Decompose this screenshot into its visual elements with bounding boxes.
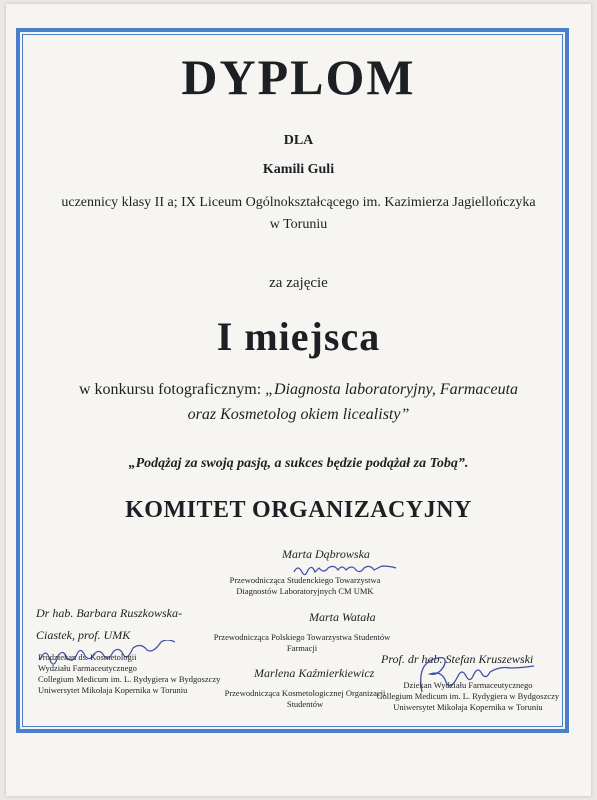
signatory-ruszkowska-role-4: Uniwersytet Mikołaja Kopernika w Toruniu [38, 685, 188, 695]
school-line-2: w Toruniu [269, 217, 328, 232]
signatory-ruszkowska-role-3: Collegium Medicum im. L. Rydygiera w Bydgoszczy [38, 674, 221, 684]
recipient-name: Kamili Guli [262, 162, 335, 177]
signatory-ruszkowska-role-1: Prodziekan ds. Kosmetologii [38, 652, 137, 662]
signatory-watala-name: Marta Watała [309, 610, 376, 624]
signatory-watala-role-2: Farmacji [286, 643, 318, 653]
award-intro: za zajęcie [269, 275, 328, 291]
signatory-dabrowska-name: Marta Dąbrowska [282, 547, 370, 561]
signatory-kazmierkiewicz-role-1: Przewodnicząca Kosmetologicznej Organizacji [224, 688, 386, 698]
contest-prefix: w konkursu fotograficznym: [78, 381, 266, 398]
signatory-kruszewski-name: Prof. dr hab. Stefan Kruszewski [381, 652, 534, 666]
signatory-ruszkowska-name-1: Dr hab. Barbara Ruszkowska- [36, 606, 182, 620]
contest-line-1 [0, 381, 597, 399]
signatory-kazmierkiewicz-role-2: Studentów [286, 699, 324, 709]
signatory-dabrowska-role-2: Diagnostów Laboratoryjnych CM UMK [236, 586, 374, 596]
award-place: I miejsca [216, 314, 381, 359]
signatory-kruszewski-role-1: Dziekan Wydziału Farmaceutycznego [403, 680, 533, 690]
signatory-kruszewski-role-2: Collegium Medicum im. L. Rydygiera w Bydgoszczy [376, 691, 560, 701]
signatory-ruszkowska-name-2: Ciastek, prof. UMK [36, 628, 131, 642]
signatory-watala-role-1: Przewodnicząca Polskiego Towarzystwa Studentów [213, 632, 391, 642]
signatory-dabrowska-role-1: Przewodnicząca Studenckiego Towarzystwa [229, 575, 381, 585]
signatory-dabrowska-role [200, 575, 410, 597]
signatory-kruszewski-role-3: Uniwersytet Mikołaja Kopernika w Toruniu [393, 702, 543, 712]
school-line-1: uczennicy klasy II a; IX Liceum Ogólnokształcącego im. Kazimierza Jagiellończyka [61, 195, 536, 210]
contest-title-part-1: „Diagnosta laboratoryjny, Farmaceuta [265, 381, 519, 398]
contest-title-part-2: oraz Kosmetolog okiem licealisty” [187, 406, 410, 423]
signatory-ruszkowska-role [38, 652, 220, 696]
committee-heading: KOMITET ORGANIZACYJNY [125, 497, 472, 523]
for-label: DLA [283, 133, 314, 148]
signatory-kazmierkiewicz-name: Marlena Kaźmierkiewicz [254, 666, 375, 680]
signatory-ruszkowska-role-2: Wydziału Farmaceutycznego [38, 663, 137, 673]
motto: „Podążaj za swoją pasją, a sukces będzie podążał za Tobą”. [128, 456, 469, 471]
signatory-watala-role [197, 632, 407, 654]
diploma-title: DYPLOM [181, 49, 416, 105]
signatory-kruszewski-role [368, 680, 568, 713]
